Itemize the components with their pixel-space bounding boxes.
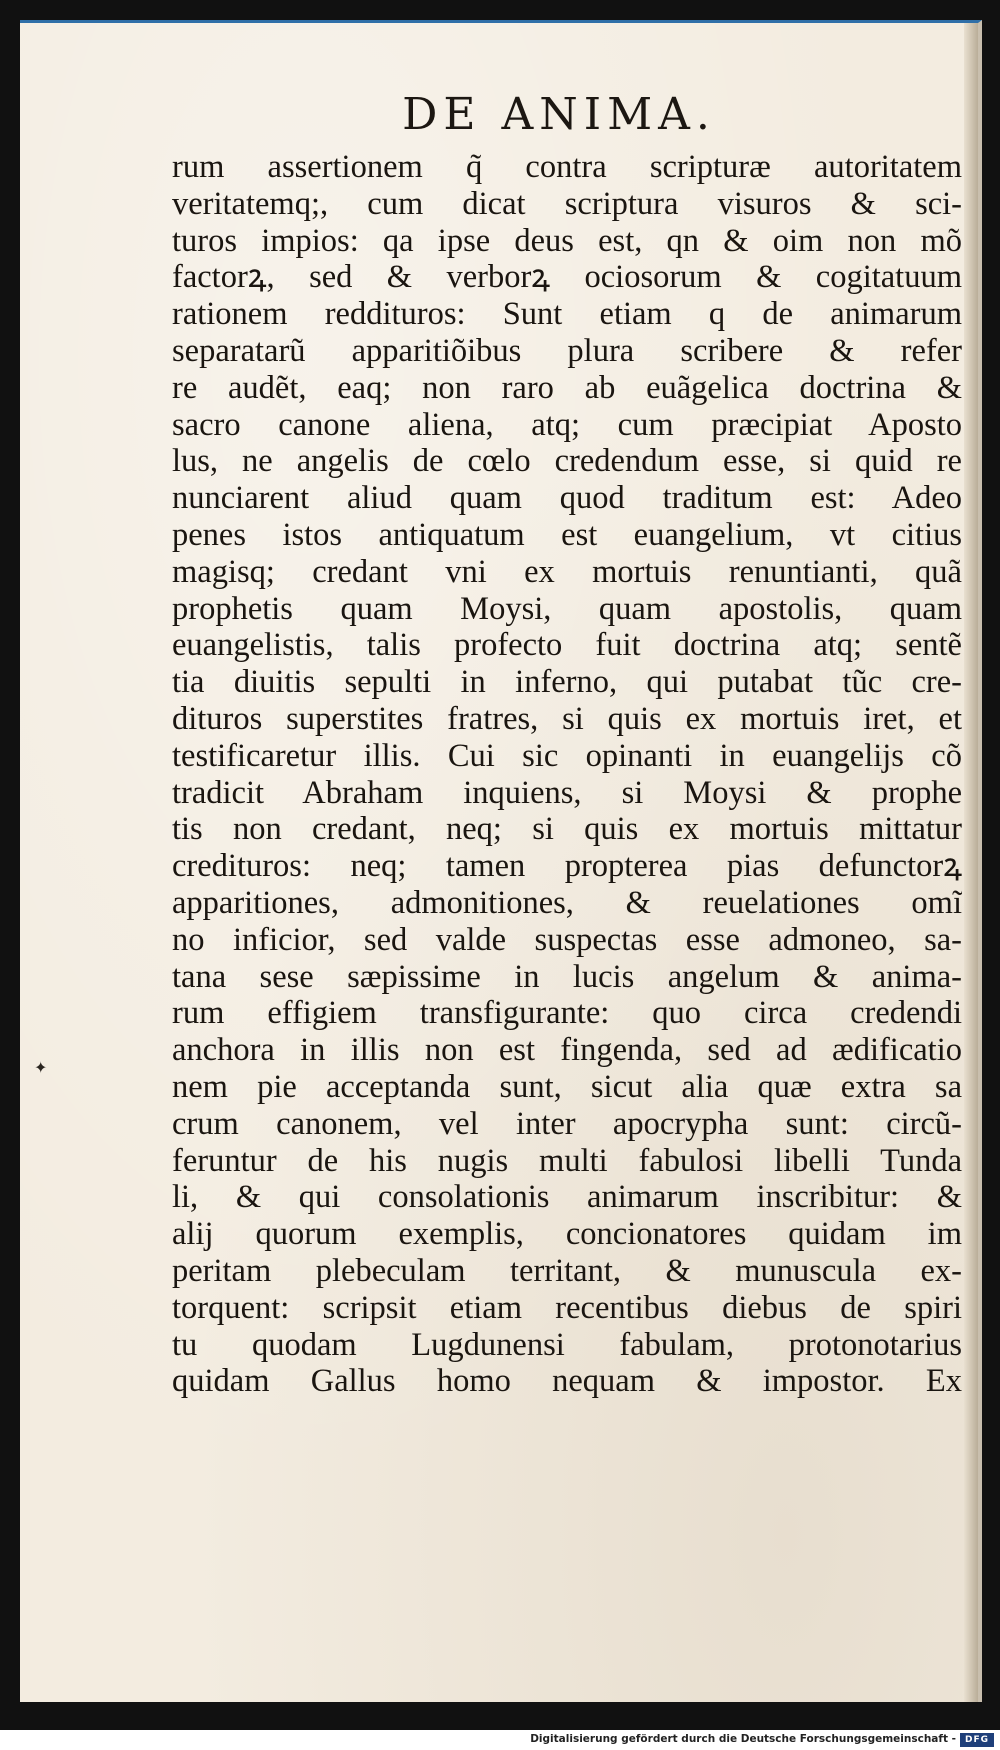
- text-line: prophetis quam Moysi, quam apostolis, quam: [172, 590, 962, 627]
- text-line: tradicit Abraham inquiens, si Moysi & prophe: [172, 774, 962, 811]
- text-line: rum effigiem transfigurante: quo circa credendi: [172, 995, 962, 1032]
- text-line: rum assertionem q̃ contra scripturæ autoritatem: [172, 149, 962, 185]
- text-line: factorꝝ, sed & verborꝝ ociosorum & cogitatuum: [172, 259, 962, 296]
- text-line: sacro canone aliena, atq; cum præcipiat Aposto: [172, 406, 962, 443]
- margin-mark: ✦: [34, 1058, 48, 1077]
- text-line: no inficior, sed valde suspectas esse admoneo, sa-: [172, 921, 962, 958]
- text-line: re audẽt, eaq; non raro ab euãgelica doctrina &: [172, 369, 962, 406]
- text-line: testificaretur illis. Cui sic opinanti in euangelijs cõ: [172, 737, 962, 774]
- text-line: dituros superstites fratres, si quis ex mortuis iret, et: [172, 700, 962, 737]
- book-page: [20, 20, 982, 1702]
- text-block: [172, 149, 962, 1400]
- text-line: nunciarent aliud quam quod traditum est: Adeo: [172, 480, 962, 517]
- text-line: separatarũ apparitiõibus plura scribere & refer: [172, 332, 962, 369]
- text-line: quidam Gallus homo nequam & impostor. Ex: [172, 1363, 962, 1400]
- text-line: torquent: scripsit etiam recentibus diebus de spiri: [172, 1289, 962, 1326]
- page-edge: [964, 23, 978, 1702]
- text-line: euangelistis, talis profecto fuit doctrina atq; sentẽ: [172, 627, 962, 664]
- dfg-logo: DFG: [960, 1733, 994, 1747]
- text-line: anchora in illis non est fingenda, sed ad ædificatio: [172, 1032, 962, 1069]
- footer-bar: [0, 1730, 1000, 1750]
- text-line: penes istos antiquatum est euangelium, vt citius: [172, 516, 962, 553]
- text-line: turos impios: qa ipse deus est, qn & oim non mõ: [172, 222, 962, 259]
- text-line: alij quorum exemplis, concionatores quidam im: [172, 1216, 962, 1253]
- text-line: tu quodam Lugdunensi fabulam, protonotarius: [172, 1326, 962, 1363]
- text-line: credituros: neq; tamen propterea pias defunctorꝝ: [172, 848, 962, 885]
- text-line: tis non credant, neq; si quis ex mortuis mittatur: [172, 811, 962, 848]
- text-line: crum canonem, vel inter apocrypha sunt: circũ-: [172, 1105, 962, 1142]
- text-line: veritatemq;, cum dicat scriptura visuros & sci-: [172, 185, 962, 222]
- text-line: tana sese sæpissime in lucis angelum & anima-: [172, 958, 962, 995]
- text-line: magisq; credant vni ex mortuis renuntianti, quã: [172, 553, 962, 590]
- text-line: li, & qui consolationis animarum inscribitur: &: [172, 1179, 962, 1216]
- footer-credit: Digitalisierung gefördert durch die Deutsche Forschungsgemeinschaft -: [530, 1733, 956, 1745]
- text-line: feruntur de his nugis multi fabulosi libelli Tunda: [172, 1142, 962, 1179]
- text-line: peritam plebeculam territant, & munuscula ex-: [172, 1252, 962, 1289]
- running-head: DE ANIMA.: [402, 89, 716, 140]
- text-line: tia diuitis sepulti in inferno, qui putabat tũc cre-: [172, 664, 962, 701]
- text-line: rationem reddituros: Sunt etiam q de animarum: [172, 296, 962, 333]
- text-line: lus, ne angelis de cœlo credendum esse, si quid re: [172, 443, 962, 480]
- text-line: apparitiones, admonitiones, & reuelationes omĩ: [172, 884, 962, 921]
- text-line: nem pie acceptanda sunt, sicut alia quæ extra sa: [172, 1068, 962, 1105]
